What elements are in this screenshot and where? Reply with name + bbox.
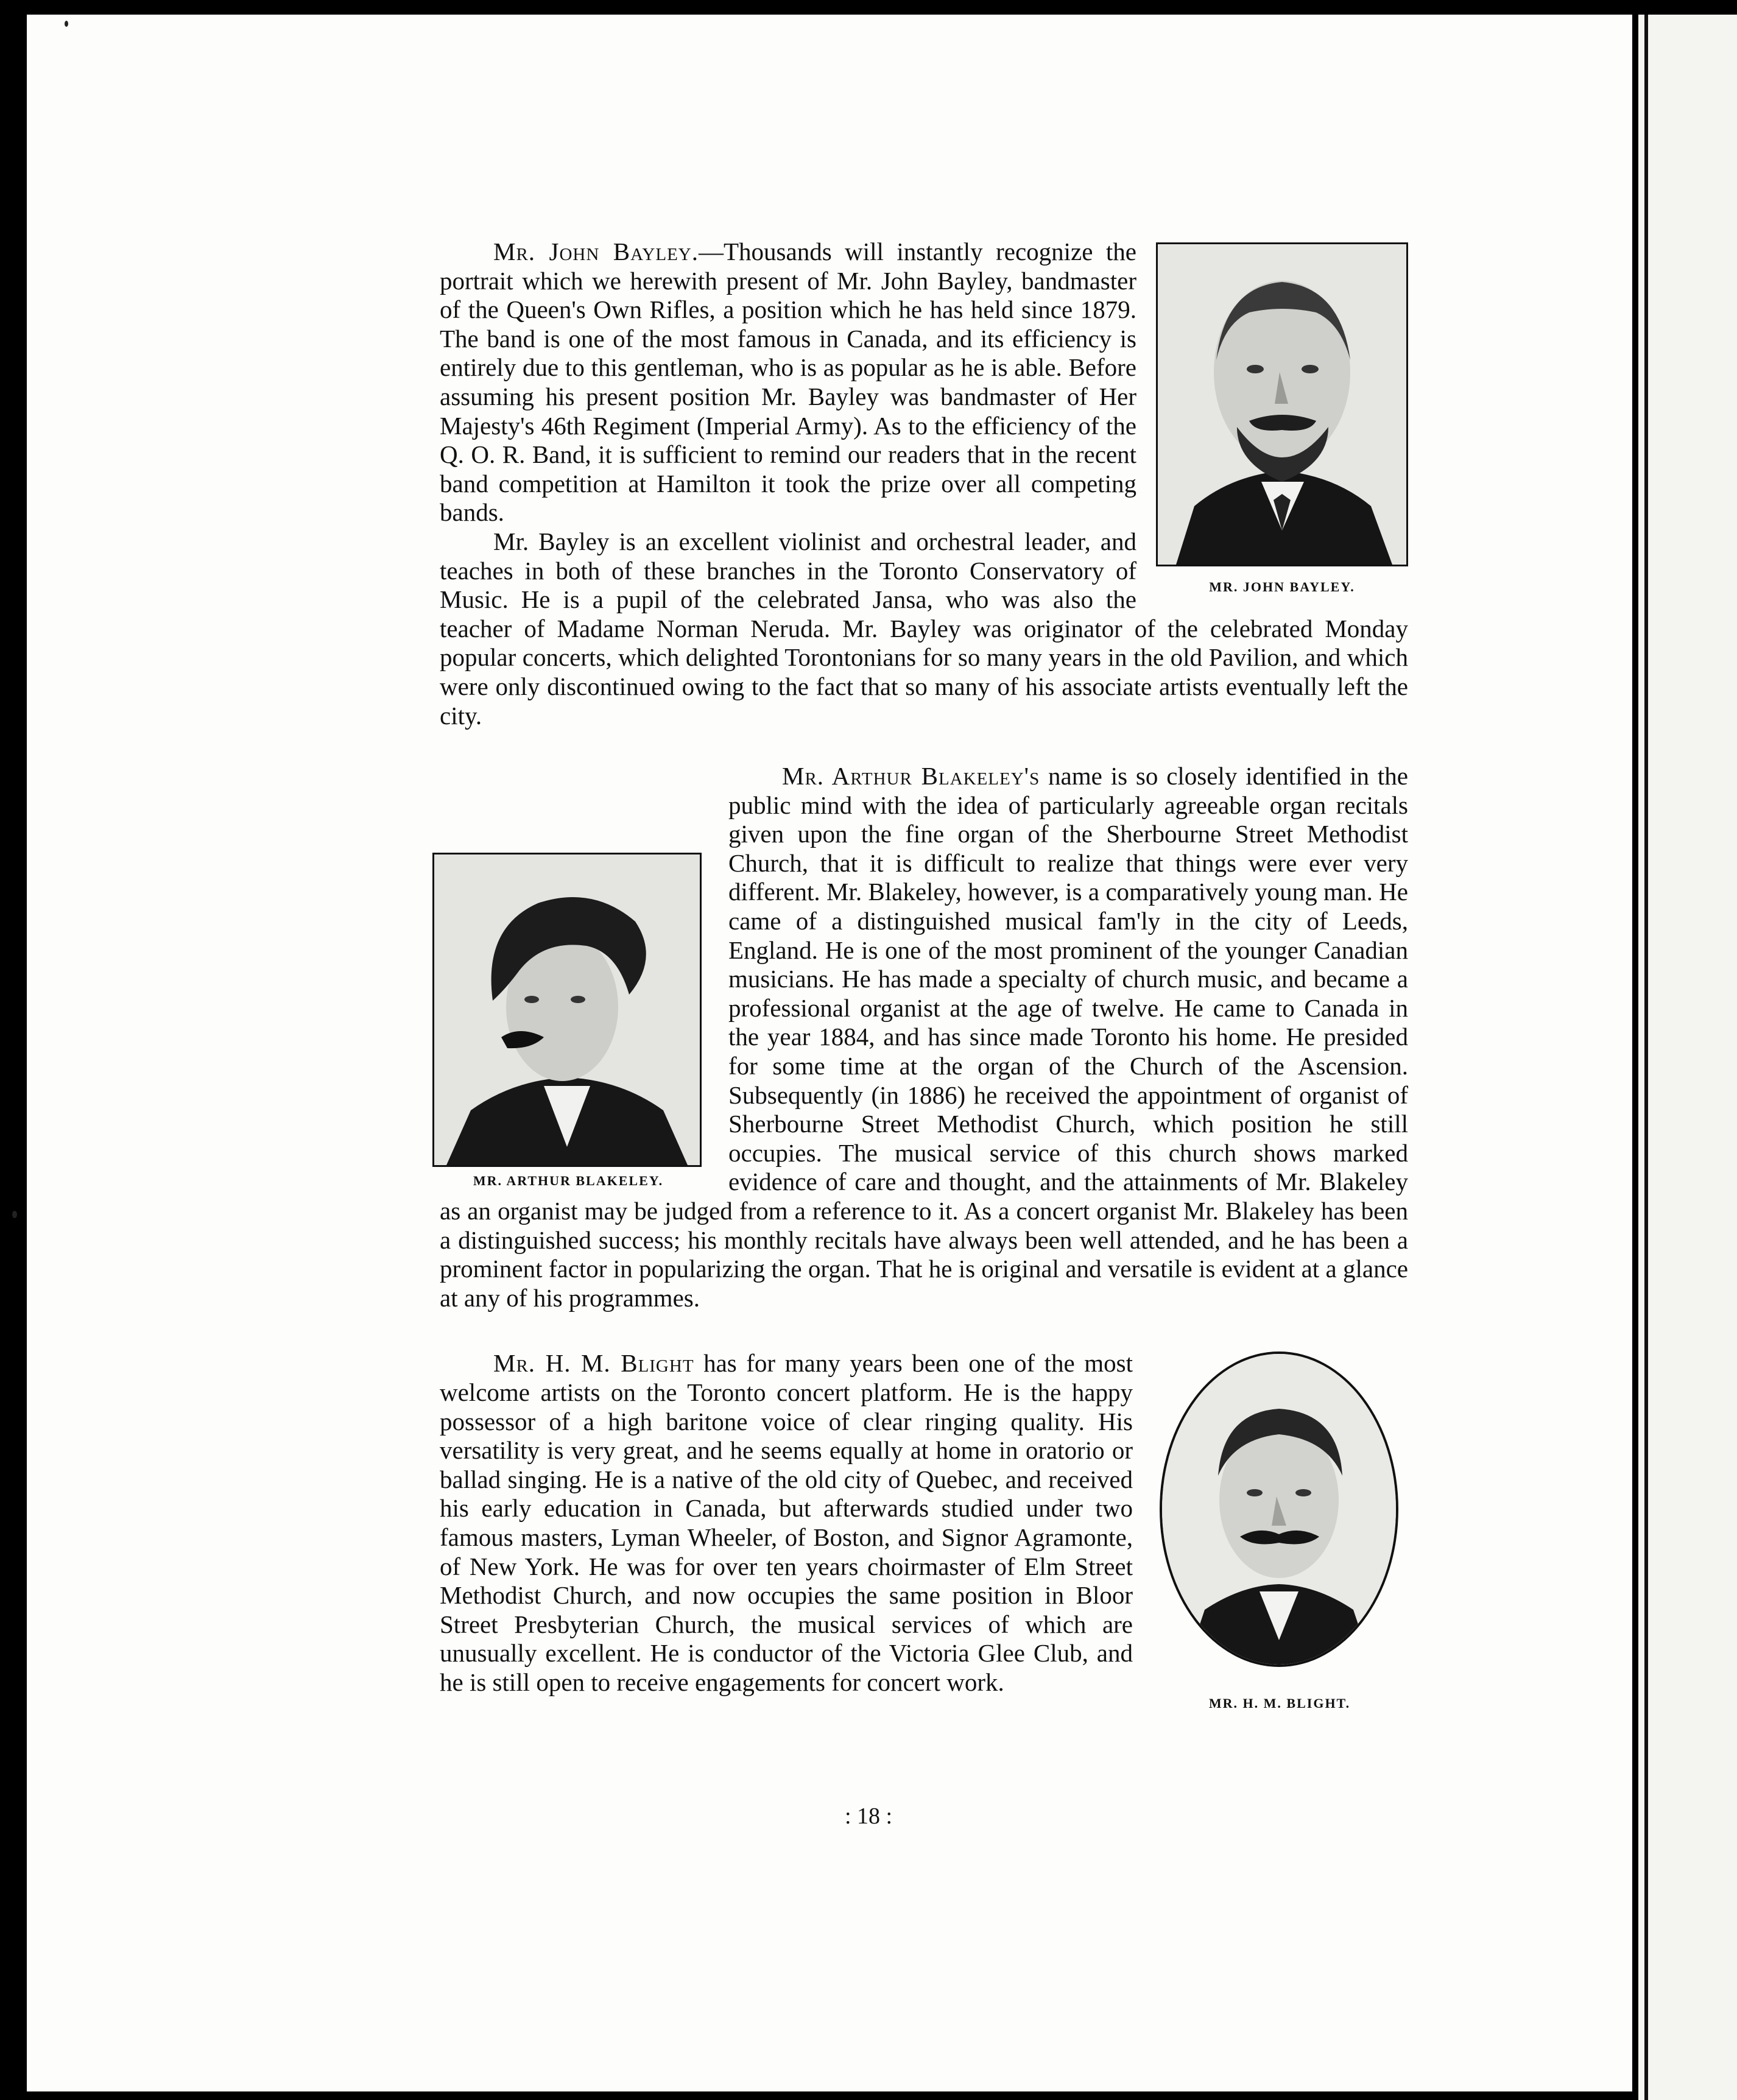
section-bayley [440, 238, 1408, 730]
name-blight: Mr. H. M. Blight [493, 1349, 694, 1378]
name-blakeley: Mr. Arthur Blakeley's [782, 762, 1040, 791]
text-blakeley: name is so closely identified in the public mind with the idea of particularly agreeable organ recitals given upon the fine organ of the Sherbourne Street Methodist Church, that it is difficult to realize that things were ever very different. Mr. Blakeley, however, is a comparatively young man. He came of a distinguished musical fam'ly in the city of Leeds, England. He is one of the most prominent of the younger Canadian musicians. He has made a specialty of church music, and became a professional organist at the age of twelve. He came to Canada in the year 1884, and has since made Toronto his home. He presided for some time at the organ of the Church of the Ascension. Subsequently (in 1886) he received the appointment of organist of Sherbourne Street Methodist Church, which position he still occupies. The musical service of this church shows marked evidence of care and thought, and the attainments of Mr. Blakeley as an organist may be judged from a reference to it. As a concert organist Mr. Blakeley has been a distinguished success; his monthly recitals have always been well attended, and he has been a prominent factor in popularizing the organ. That he is original and versatile is evident at a glance at any of his programmes. [440, 762, 1408, 1312]
portrait-blakeley [432, 853, 702, 1167]
caption-blakeley: MR. ARTHUR BLAKELEY. [473, 1173, 664, 1188]
figure-bayley [1156, 242, 1408, 602]
scan-speck [12, 1211, 17, 1218]
binding-gutter [1644, 15, 1648, 2100]
facing-page-edge [1638, 15, 1737, 2100]
caption-blight: MR. H. M. BLIGHT. [1208, 1696, 1351, 1711]
name-bayley: Mr. John Bayley. [493, 238, 699, 266]
portrait-bayley [1156, 242, 1408, 566]
paragraph-bayley-2: Mr. Bayley is an excellent violinist and orchestral leader, and teaches in both of these branches in the Toronto Conservatory of Music. He is a pupil of the celebrated Jansa, who was also the teacher of Madame Norman Neruda. Mr. Bayley was originator of the celebrated Monday popular concerts, which delighted Torontonians for so many years in the old Pavilion, and which were only discontinued owing to the fact that so many of his associate artists eventually left the city. [440, 527, 1408, 730]
text-blight: has for many years been one of the most welcome artists on the Toronto concert platform. He is the happy possessor of a high baritone voice of clear ringing quality. His versatility is very great, and he seems equally at home in oratorio or ballad singing. He is a native of the old city of Quebec, and received his early education in Canada, but afterwards studied under two famous masters, Lyman Wheeler, of Boston, and Signor Agramonte, of New York. He was for over ten years choirmaster of Elm Street Methodist Church, and now occupies the same position in Bloor Street Presbyterian Church, the musical services of which are unusually excellent. He is conductor of the Victoria Glee Club, and he is still open to receive engagements for concert work. [440, 1349, 1133, 1696]
caption-bayley: MR. JOHN BAYLEY. [1209, 579, 1355, 594]
section-blight [440, 1349, 1408, 1711]
portrait-blight [1160, 1351, 1398, 1667]
scan-speck [65, 21, 68, 27]
figure-blight [1160, 1351, 1400, 1718]
text-bayley-1: —Thousands will instantly recognize the portrait which we herewith present of Mr. John Bayley, bandmaster of the Queen's Own Rifles, a position which he has held since 1879. The band is one of the most famous in Canada, and its efficiency is entirely due to this gentleman, who is as popular as he is able. Before assuming his present position Mr. Bayley was bandmaster of Her Majesty's 46th Regiment (Imperial Army). As to the efficiency of the Q. O. R. Band, it is sufficient to remind our readers that in the recent band competition at Hamilton it took the prize over all competing bands. [440, 238, 1137, 527]
page-number: : 18 : [844, 1803, 893, 1829]
figure-blakeley [432, 853, 704, 1189]
